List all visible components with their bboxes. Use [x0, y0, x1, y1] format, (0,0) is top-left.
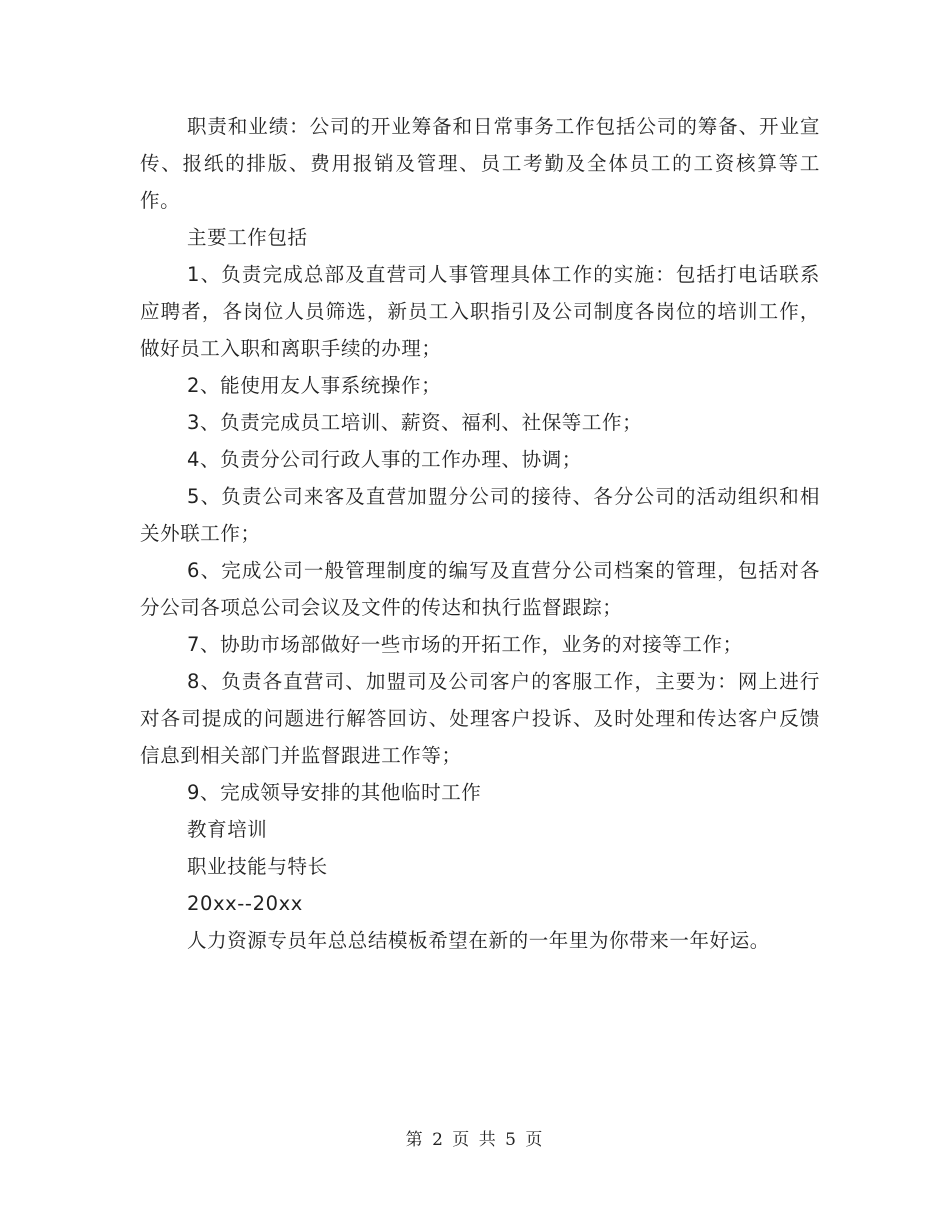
paragraph-item-1: 1、负责完成总部及直营司人事管理具体工作的实施：包括打电话联系应聘者，各岗位人员筛选，新员工入职指引及公司制度各岗位的培训工作，做好员工入职和离职手续的办理；	[140, 263, 820, 360]
paragraph-main-work-heading: 主要工作包括	[187, 226, 308, 249]
paragraph-skills-heading: 职业技能与特长	[187, 855, 328, 878]
paragraph-education-heading: 教育培训	[187, 818, 268, 841]
paragraph-item-3: 3、负责完成员工培训、薪资、福利、社保等工作；	[187, 411, 643, 434]
paragraph-item-7: 7、协助市场部做好一些市场的开拓工作，业务的对接等工作；	[187, 633, 743, 656]
paragraph-item-8: 8、负责各直营司、加盟司及公司客户的客服工作，主要为：网上进行对各司提成的问题进行解答回访、处理客户投诉、及时处理和传达客户反馈信息到相关部门并监督跟进工作等；	[140, 670, 820, 767]
page-number-footer: 第 2 页 共 5 页	[405, 1130, 545, 1150]
paragraph-item-5: 5、负责公司来客及直营加盟分公司的接待、各分公司的活动组织和相关外联工作；	[140, 485, 820, 545]
document-body	[140, 108, 820, 959]
paragraph-item-9: 9、完成领导安排的其他临时工作	[187, 781, 482, 804]
paragraph-item-4: 4、负责分公司行政人事的工作办理、协调；	[187, 448, 582, 471]
paragraph-date-range: 20xx--20xx	[187, 892, 303, 915]
paragraph-duties: 职责和业绩：公司的开业筹备和日常事务工作包括公司的筹备、开业宣传、报纸的排版、费用报销及管理、员工考勤及全体员工的工资核算等工作。	[140, 115, 820, 212]
paragraph-closing: 人力资源专员年总总结模板希望在新的一年里为你带来一年好运。	[187, 929, 770, 952]
paragraph-item-2: 2、能使用友人事系统操作；	[187, 374, 442, 397]
paragraph-item-6: 6、完成公司一般管理制度的编写及直营分公司档案的管理，包括对各分公司各项总公司会议及文件的传达和执行监督跟踪；	[140, 559, 820, 619]
